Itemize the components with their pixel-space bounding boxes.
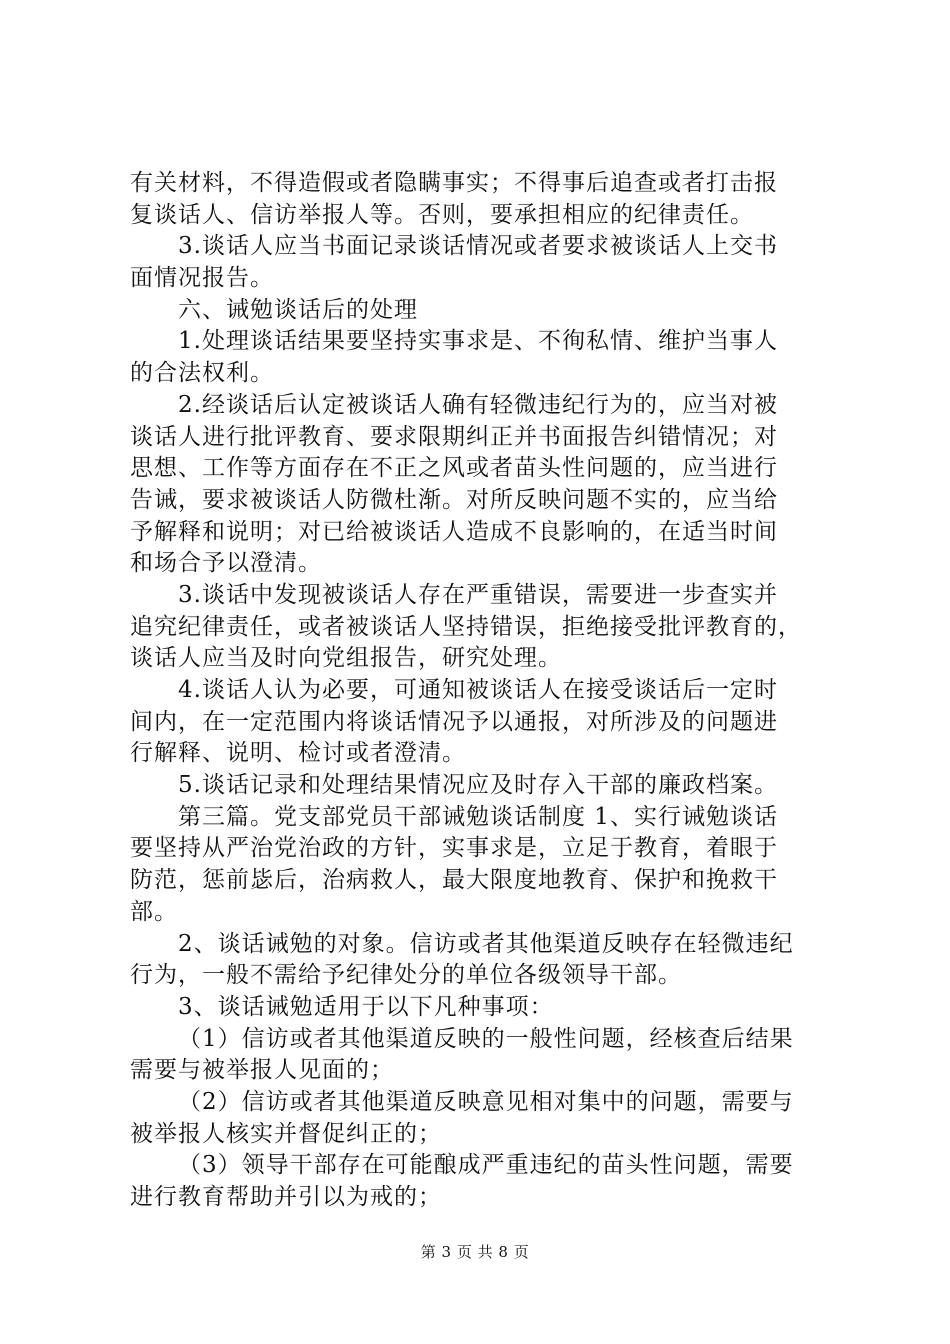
text-line: 3.谈话中发现被谈话人存在严重错误，需要进一步查实并 bbox=[178, 581, 778, 608]
text-line: （1）信访或者其他渠道反映的一般性问题，经核查后结果 bbox=[178, 1025, 794, 1052]
text-line: 3.谈话人应当书面记录谈话情况或者要求被谈话人上交书 bbox=[178, 233, 778, 260]
text-line: 需要与被举报人见面的； bbox=[130, 1057, 394, 1084]
text-line: 思想、工作等方面存在不正之风或者苗头性问题的，应当进行 bbox=[130, 455, 778, 482]
text-line: 六、诫勉谈话后的处理 bbox=[178, 296, 418, 323]
text-line: 面情况报告。 bbox=[130, 265, 274, 292]
text-line: 间内，在一定范围内将谈话情况予以通报，对所涉及的问题进 bbox=[130, 708, 778, 735]
text-line: 行解释、说明、检讨或者澄清。 bbox=[130, 740, 466, 767]
text-line: 2、谈话诫勉的对象。信访或者其他渠道反映存在轻微违纪 bbox=[178, 930, 794, 957]
text-line: （3）领导干部存在可能酿成严重违纪的苗头性问题，需要 bbox=[178, 1152, 794, 1179]
text-line: 的合法权利。 bbox=[130, 360, 274, 387]
text-line: 谈话人进行批评教育、要求限期纠正并书面报告纠错情况；对 bbox=[130, 423, 778, 450]
text-line: 1.处理谈话结果要坚持实事求是、不徇私情、维护当事人 bbox=[178, 328, 778, 355]
text-line: 第三篇。党支部党员干部诫勉谈话制度 1、实行诫勉谈话 bbox=[178, 803, 778, 830]
text-line: 要坚持从严治党治政的方针，实事求是，立足于教育，着眼于 bbox=[130, 835, 778, 862]
text-line: 追究纪律责任，或者被谈话人坚持错误，拒绝接受批评教育的， bbox=[130, 613, 802, 640]
text-line: 行为，一般不需给予纪律处分的单位各级领导干部。 bbox=[130, 962, 682, 989]
text-line: 2.经谈话后认定被谈话人确有轻微违纪行为的，应当对被 bbox=[178, 391, 778, 418]
text-line: 有关材料，不得造假或者隐瞒事实；不得事后追查或者打击报 bbox=[130, 170, 778, 196]
text-line: 复谈话人、信访举报人等。否则，要承担相应的纪律责任。 bbox=[130, 201, 754, 228]
document-body bbox=[130, 168, 835, 1214]
page-footer: 第 3 页 共 8 页 bbox=[420, 1243, 530, 1261]
text-line: 谈话人应当及时向党组报告，研究处理。 bbox=[130, 645, 562, 672]
text-line: 进行教育帮助并引以为戒的； bbox=[130, 1184, 442, 1210]
text-line: 4.谈话人认为必要，可通知被谈话人在接受谈话后一定时 bbox=[178, 677, 778, 703]
text-line: 和场合予以澄清。 bbox=[130, 550, 322, 577]
text-line: 予解释和说明；对已给被谈话人造成不良影响的，在适当时间 bbox=[130, 518, 778, 545]
text-line: 被举报人核实并督促纠正的； bbox=[130, 1120, 442, 1147]
text-line: 5.谈话记录和处理结果情况应及时存入干部的廉政档案。 bbox=[178, 772, 778, 799]
text-line: 防范，惩前毖后，治病救人，最大限度地教育、保护和挽救干 bbox=[130, 867, 778, 894]
text-line: 部。 bbox=[130, 898, 178, 925]
text-line: 3、谈话诫勉适用于以下凡种事项： bbox=[178, 993, 554, 1020]
text-line: （2）信访或者其他渠道反映意见相对集中的问题，需要与 bbox=[178, 1088, 794, 1115]
text-line: 告诫，要求被谈话人防微杜渐。对所反映问题不实的，应当给 bbox=[130, 486, 778, 513]
